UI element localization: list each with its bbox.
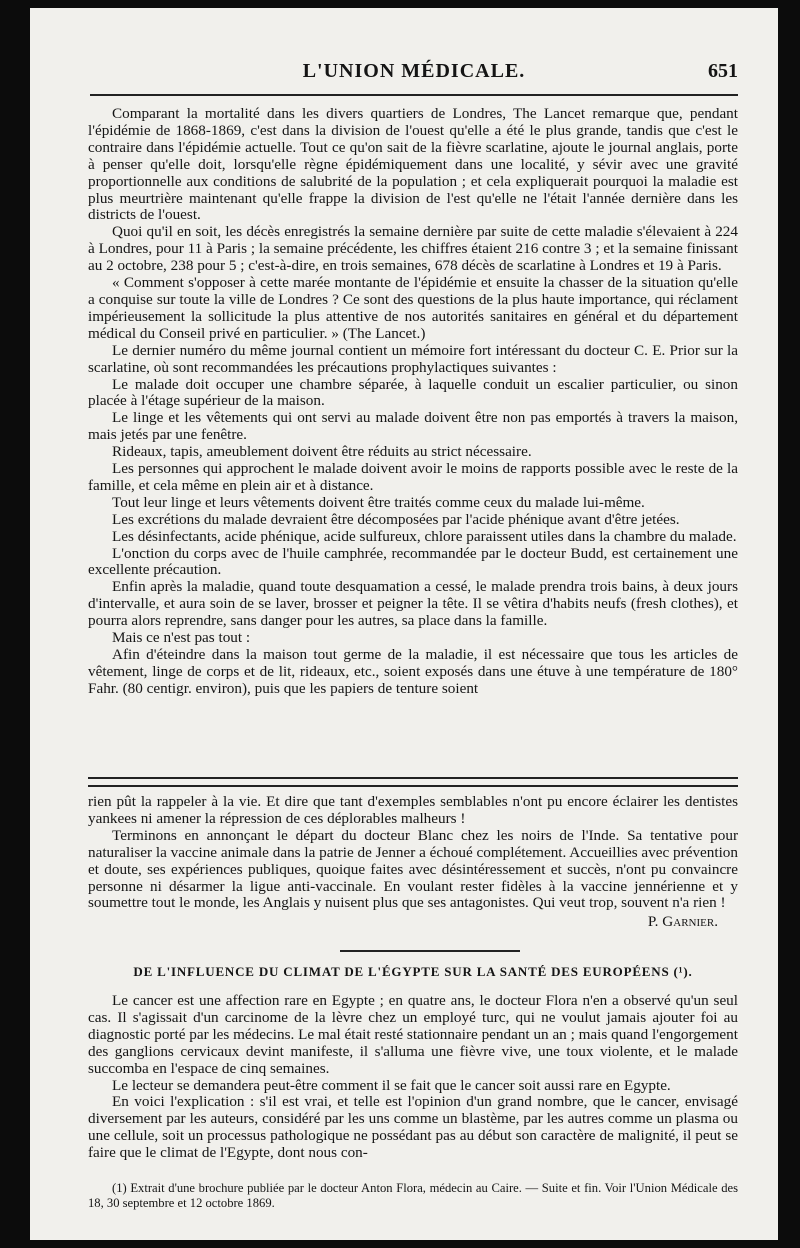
paragraph: Le linge et les vêtements qui ont servi au malade doivent être non pas emportés à travers la maison, mais jetés par une fenêtre. [88,409,738,444]
paragraph: « Comment s'opposer à cette marée montante de l'épidémie et ensuite la chasser de la situation qu'elle a conquise sur toute la ville de Londres ? Ce sont des questions de la plus haute importance, qui réclament impérieusement la sollicitude la plus attentive de nos autorités sanitaires en général et du département médical du Conseil privé en particulier. » (The Lancet.) [88,274,738,342]
paragraph: Comparant la mortalité dans les divers quartiers de Londres, The Lancet remarque que, pendant l'épidémie de 1868-1869, c'est dans la division de l'ouest qu'elle a été le plus grande, tandis que c'est le contraire dans l'épidémie actuelle. Tout ce qu'on sait de la fièvre scarlatine, ajoute le journal anglais, porte à penser qu'elle doit, lorsqu'elle règne épidémiquement dans une localité, y sévir avec une gravité proportionnelle aux conditions de salubrité de la population ; et cela expliquerait pourquoi la maladie est plus meurtrière maintenant qu'elle frappe la division de l'est qu'elle ne l'était l'année dernière dans les districts de l'ouest. [88,105,738,224]
journal-title: L'UNION MÉDICALE. [302,60,526,82]
paragraph: Afin d'éteindre dans la maison tout germe de la maladie, il est nécessaire que tous les articles de vêtement, linge de corps et de lit, rideaux, etc., soient exposés dans une étuve à une température de 180° Fahr. (80 centigr. environ), puis que les papiers de tenture soient [88,646,738,697]
footnote [88,1181,738,1211]
paragraph: Tout leur linge et leurs vêtements doivent être traités comme ceux du malade lui-même. [112,493,645,511]
footnote-text: (1) Extrait d'une brochure publiée par le docteur Anton Flora, médecin au Caire. — Suite et fin. Voir l'Union Médicale des 18, 30 septembre et 12 octobre 1869. [88,1181,738,1210]
paragraph: Terminons en annonçant le départ du docteur Blanc chez les noirs de l'Inde. Sa tentative pour naturaliser la vaccine animale dans la patrie de Jenner a échoué complétement. Accueillies avec prévention et doute, ses expériences publiques, quoique faites avec désintéressement et succès, n'ont pu convaincre personne ni désarmer la ligue anti-vaccinale. En voulant rester fidèles à la vaccine jennérienne et y soumettre tout le monde, les Anglais y nuisent plus que ses antagonistes. Qui veut trop, souvent n'a rien ! [88,826,738,912]
paragraph: L'onction du corps avec de l'huile camphrée, recommandée par le docteur Budd, est certainement une excellente précaution. [88,544,738,579]
feuilleton-section [88,794,738,931]
paragraph: Mais ce n'est pas tout : [112,629,251,647]
paragraph: Le malade doit occuper une chambre séparée, à laquelle conduit un escalier particulier, ou sinon placée à l'étage supérieur de la maison. [88,375,738,410]
paragraph: Les personnes qui approchent le malade doivent avoir le moins de rapports possible avec le reste de la famille, et cela même en plein air et à distance. [88,460,738,494]
paragraph: Enfin après la maladie, quand toute desquamation a cessé, le malade prendra trois bains, à deux jours d'intervalle, et aura soin de se laver, brosser et peigner la tête. Il se vêtira d'habits neufs (fresh clothes), et pourra alors reprendre, sans danger pour les autres, sa place dans la famille. [88,578,738,630]
page-number: 651 [708,60,738,82]
article-title: DE L'INFLUENCE DU CLIMAT DE L'ÉGYPTE SUR LA SANTÉ DES EUROPÉENS (¹). [133,964,693,979]
journal-page [30,8,778,1240]
header-rule [90,94,738,96]
author-signature: P. Garnier. [647,913,718,931]
running-head [90,60,738,86]
paragraph: Le lecteur se demandera peut-être comment il se fait que le cancer soit aussi rare en Egypte. [112,1076,671,1094]
paragraph: Les excrétions du malade devraient être décomposées par l'acide phénique avant d'être jetées. [112,510,680,528]
section-double-rule [88,777,738,787]
paragraph: Le dernier numéro du même journal contient un mémoire fort intéressant du docteur C. E. Prior sur la scarlatine, où sont recommandées les précautions prophylactiques suivantes : [88,341,738,376]
paragraph: Le cancer est une affection rare en Egypte ; en quatre ans, le docteur Flora n'en a observé qu'un seul cas. Il s'agissait d'un carcinome de la lèvre chez un employé turc, qui ne voulut jamais ajouter foi au diagnostic porté par les médecins. Le mal était resté stationnaire pendant un an ; mais quand l'engorgement des ganglions cervicaux devint manifeste, il s'alluma une fièvre vive, une toux violente, et le malade succomba en l'espace de cinq semaines. [88,992,738,1077]
paragraph: Les désinfectants, acide phénique, acide sulfureux, chlore paraissent utiles dans la chambre du malade. [112,527,737,545]
paragraph: rien pût la rappeler à la vie. Et dire que tant d'exemples semblables n'ont pu encore éclairer les dentistes yankees ni amener la répression de ces déplorables malheurs ! [88,793,738,827]
egypt-article [88,993,738,1162]
article-separator [340,950,520,952]
scarlatina-section [88,106,738,698]
paragraph: Rideaux, tapis, ameublement doivent être réduits au strict nécessaire. [112,443,532,461]
paragraph: En voici l'explication : s'il est vrai, et telle est l'opinion d'un grand nombre, que le cancer, envisagé diversement par les auteurs, considéré par les uns comme un blastème, par les autres comme un plasma ou une cellule, soit un processus pathologique ne possédant pas au début son caractère de malignité, il peut se faire que le climat de l'Egypte, dont nous con- [88,1093,738,1162]
paragraph: Quoi qu'il en soit, les décès enregistrés la semaine dernière par suite de cette maladie s'élevaient à 224 à Londres, pour 11 à Paris ; la semaine précédente, les chiffres étaient 216 contre 3 ; et la semaine finissant au 2 octobre, 238 pour 5 ; c'est-à-dire, en trois semaines, 678 décès de scarlatine à Londres et 19 à Paris. [88,223,738,275]
